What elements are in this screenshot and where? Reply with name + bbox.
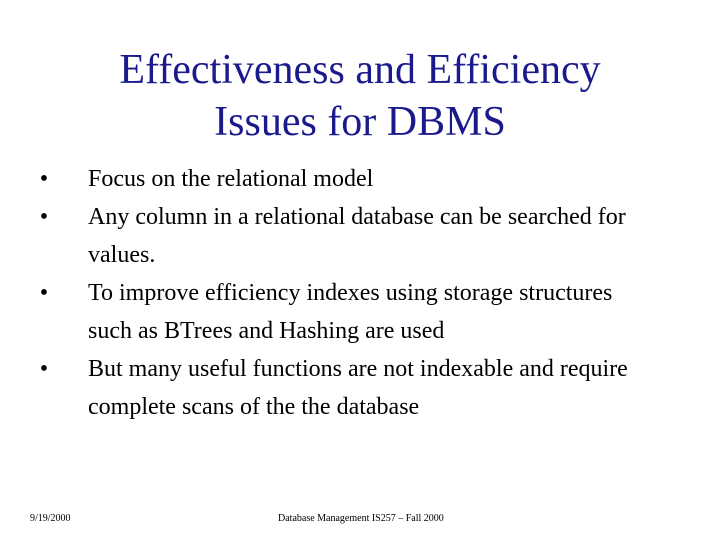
bullet-text: To improve efficiency indexes using storage structures such as BTrees and Hashing are used (88, 280, 613, 344)
bullet-icon: • (39, 356, 49, 382)
bullet-text: Focus on the relational model (88, 166, 374, 192)
footer-course: Database Management IS257 – Fall 2000 (278, 513, 444, 524)
bullet-item (0, 198, 648, 274)
bullet-text: But many useful functions are not indexable and require complete scans of the the database (88, 356, 628, 420)
bullet-icon: • (39, 166, 49, 192)
bullet-item (0, 274, 648, 350)
bullet-icon: • (39, 280, 49, 306)
bullet-icon: • (39, 204, 49, 230)
bullet-item (0, 160, 648, 198)
bullet-list (0, 160, 720, 426)
slide-title-line-1: Effectiveness and Efficiency (119, 47, 601, 93)
slide-title (60, 44, 660, 148)
slide-title-line-2: Issues for DBMS (214, 99, 506, 145)
bullet-item (0, 350, 648, 426)
bullet-text: Any column in a relational database can be searched for values. (88, 204, 626, 268)
footer-date: 9/19/2000 (30, 513, 71, 524)
